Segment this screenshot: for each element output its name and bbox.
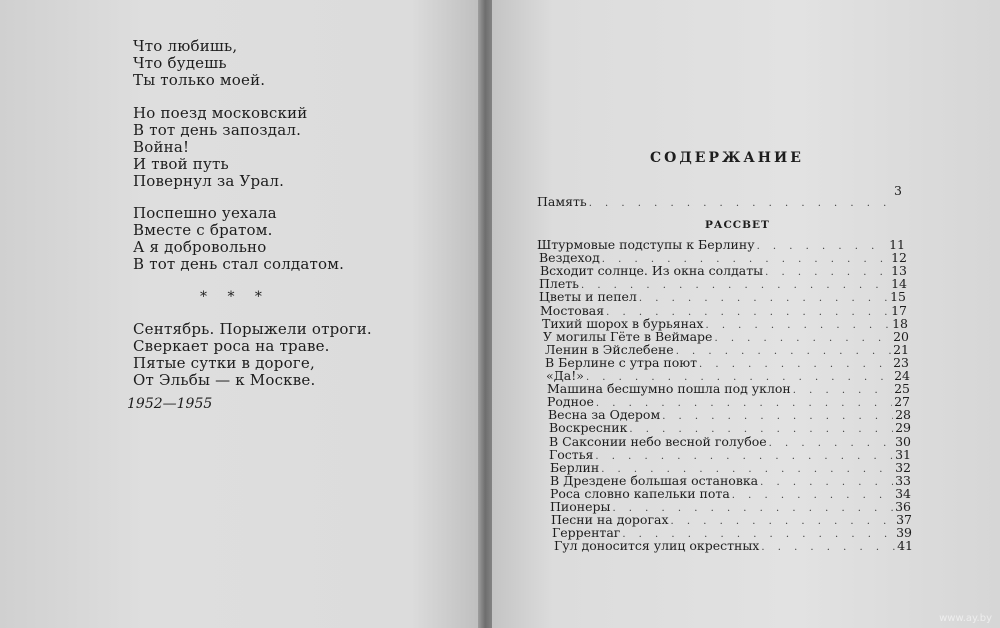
poem-stanza (133, 105, 308, 190)
toc-entry-title: Всходит солнце. Из окна солдаты (540, 263, 764, 279)
poem-line: И твой путь (133, 155, 229, 173)
poem-dates: 1952—1955 (127, 396, 213, 412)
toc-entry-title: Роса словно капельки пота (550, 485, 730, 501)
toc-entry-title: Воскресник (549, 420, 628, 436)
toc-entry-page: 14 (891, 276, 907, 292)
toc-entry-page: 25 (894, 381, 910, 397)
toc-entry-page: 41 (897, 538, 913, 554)
toc-entry-title: Тихий шорох в бурьянах (542, 315, 704, 331)
poem-line: Ты только моей. (133, 71, 266, 89)
right-page (492, 0, 1000, 628)
toc-entry-title: Весна за Одером (548, 407, 661, 423)
poem-line: Пятые сутки в дороге, (133, 354, 315, 372)
toc-entry-title: Гул доносится улиц окрестных (554, 538, 760, 554)
toc-entry-page: 29 (895, 420, 911, 436)
poem-line: А я добровольно (133, 238, 267, 256)
left-page (0, 0, 484, 628)
toc-entry-page: 11 (889, 237, 905, 252)
toc-entry-page: 21 (893, 341, 909, 357)
toc-dot-leader (761, 541, 895, 555)
toc-entry-page: 18 (892, 315, 908, 331)
poem-stanza (133, 321, 372, 389)
toc-entry-title: У могилы Гёте в Веймаре (543, 328, 713, 344)
poem-line: Что любишь, (133, 37, 238, 55)
toc-entry-page: 32 (895, 459, 911, 475)
toc-entry-page: 3 (894, 183, 902, 198)
poem-line: От Эльбы — к Москве. (133, 371, 316, 389)
toc-entry-title: Родное (547, 394, 594, 410)
toc-entry-page: 37 (896, 512, 912, 528)
toc-entry-title: Гостья (549, 446, 594, 462)
toc-title: СОДЕРЖАНИЕ (650, 150, 804, 166)
poem-line: Война! (133, 138, 190, 156)
toc-entry-title: В Саксонии небо весной голубое (549, 433, 767, 449)
toc-entry-page: 28 (895, 407, 911, 423)
poem-line: В тот день запоздал. (133, 121, 302, 139)
toc-entry-page: 33 (895, 472, 911, 488)
toc-section-heading: РАССВЕТ (705, 219, 770, 231)
poem-line: В тот день стал солдатом. (133, 255, 345, 273)
toc-entry-page: 13 (891, 263, 907, 279)
toc-entry-title: Геррентаг (552, 525, 621, 541)
toc-entry-page: 31 (895, 446, 911, 462)
poem-line: Вместе с братом. (133, 221, 273, 239)
stanza-separator: * * * (200, 289, 270, 305)
toc-entry-page: 27 (894, 394, 910, 410)
toc-entry-page: 23 (893, 354, 909, 370)
poem-line: Поспешно уехала (133, 204, 277, 222)
watermark: www.ay.by (939, 613, 992, 624)
toc-entry-title: Вездеход (539, 250, 600, 266)
toc-entry (554, 539, 913, 555)
toc-entry-title: Берлин (550, 459, 600, 475)
toc-entry-title: В Дрездене большая остановка (550, 472, 759, 488)
poem-stanza (133, 205, 344, 273)
toc-entry-title: В Берлине с утра поют (545, 354, 698, 370)
toc-entry-page: 30 (895, 433, 911, 449)
toc-entry-page: 36 (895, 499, 911, 514)
toc-entry-title: Память (537, 194, 587, 209)
toc-entry-page: 24 (894, 368, 910, 383)
toc-entry-title: Цветы и пепел (539, 289, 637, 305)
poem-line: Повернул за Урал. (133, 172, 285, 190)
toc-entry-title: Пионеры (550, 499, 611, 514)
poem-line: Сентябрь. Порыжели отроги. (133, 320, 372, 338)
toc-entry-title: Штурмовые подступы к Берлину (537, 237, 755, 252)
toc-entry-title: Плеть (539, 276, 579, 292)
toc-entry-title: «Да!» (546, 368, 584, 383)
toc-dot-leader (589, 197, 886, 211)
toc-entry-page: 17 (891, 302, 907, 318)
poem-line: Что будешь (133, 54, 227, 72)
poem-line: Сверкает роса на траве. (133, 337, 330, 355)
toc-entry-title: Мостовая (540, 302, 605, 318)
toc-entry-title: Ленин в Эйслебене (545, 341, 674, 357)
toc-entry-page: 15 (890, 289, 906, 305)
toc-entry-page: 39 (896, 525, 912, 541)
toc-entry-page: 34 (895, 485, 911, 501)
toc-entry (537, 183, 902, 211)
toc-entry-page: 12 (891, 250, 907, 266)
poem-stanza (133, 38, 265, 89)
poem-line: Но поезд московский (133, 104, 308, 122)
toc-entry-title: Машина бесшумно пошла под уклон (547, 381, 791, 397)
toc-entry-page: 20 (893, 328, 909, 344)
toc-entry-title: Песни на дорогах (551, 512, 669, 528)
